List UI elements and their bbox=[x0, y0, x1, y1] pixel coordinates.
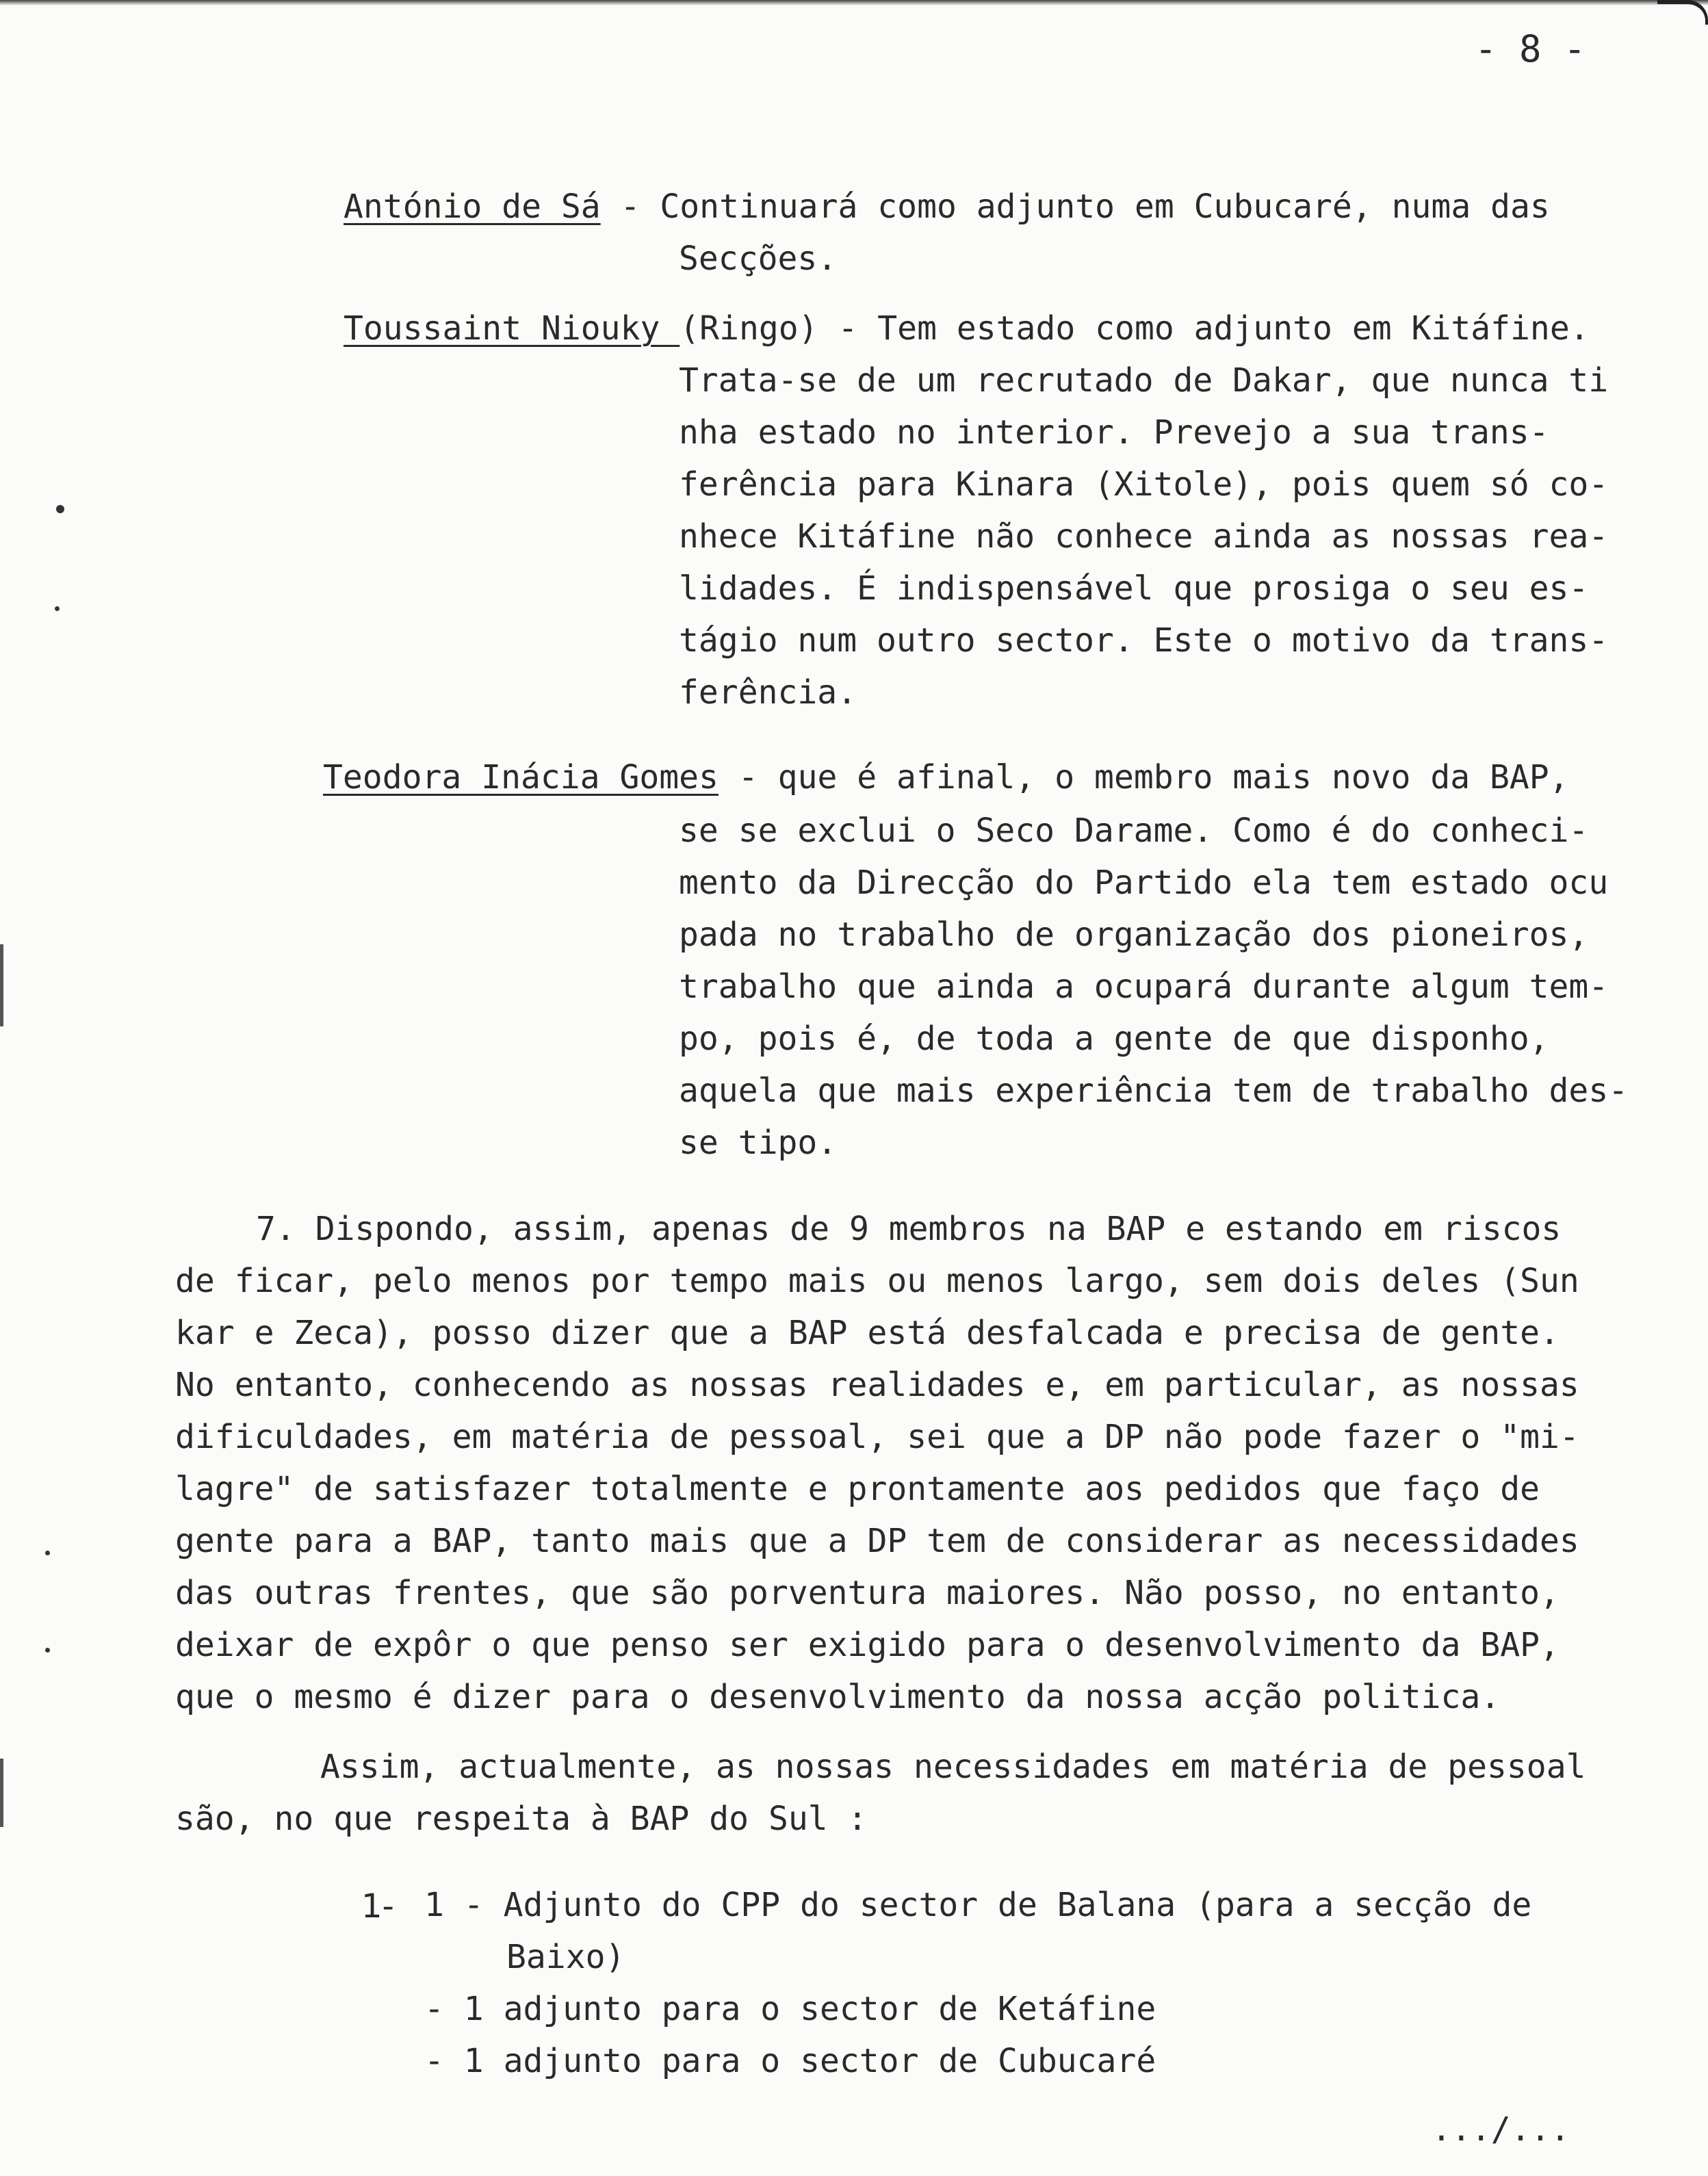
scan-left-edge bbox=[0, 944, 3, 1026]
entry-name: Teodora Inácia Gomes bbox=[323, 758, 719, 796]
paragraph-line: 7. Dispondo, assim, apenas de 9 membros na BAP e estando em riscos bbox=[256, 1210, 1562, 1248]
scan-top-edge bbox=[0, 0, 1708, 5]
paragraph-line: são, no que respeita à BAP do Sul : bbox=[175, 1800, 868, 1838]
entry-line bbox=[344, 309, 1590, 348]
entry-text: (Ringo) - Tem estado como adjunto em Kitáfine. bbox=[680, 309, 1590, 348]
paragraph-line: gente para a BAP, tanto mais que a DP tem de considerar as necessidades bbox=[175, 1522, 1579, 1560]
entry-line: Trata-se de um recrutado de Dakar, que nunca ti bbox=[679, 361, 1609, 400]
paragraph-line: deixar de expôr o que penso ser exigido para o desenvolvimento da BAP, bbox=[175, 1626, 1560, 1664]
paragraph-line: de ficar, pelo menos por tempo mais ou menos largo, sem dois deles (Sun bbox=[175, 1262, 1579, 1300]
paragraph-line: Assim, actualmente, as nossas necessidades em matéria de pessoal bbox=[320, 1748, 1586, 1786]
entry-line bbox=[323, 758, 1569, 796]
paragraph-line: No entanto, conhecendo as nossas realidades e, em particular, as nossas bbox=[175, 1366, 1579, 1404]
entry-text: - que é afinal, o membro mais novo da BAP, bbox=[718, 758, 1569, 796]
paragraph-line: que o mesmo é dizer para o desenvolvimento da nossa acção politica. bbox=[175, 1678, 1501, 1716]
handwritten-list-marker: 1- bbox=[361, 1887, 394, 1926]
page-number: - 8 - bbox=[1475, 27, 1586, 70]
entry-line: nhece Kitáfine não conhece ainda as nossas rea- bbox=[679, 517, 1609, 556]
paragraph-line: das outras frentes, que são porventura maiores. Não posso, no entanto, bbox=[175, 1574, 1560, 1612]
entry-line: ferência para Kinara (Xitole), pois quem só co- bbox=[679, 465, 1609, 504]
entry-line: Secções. bbox=[679, 239, 838, 278]
paragraph-line: lagre" de satisfazer totalmente e prontamente aos pedidos que faço de bbox=[175, 1470, 1540, 1508]
entry-line: po, pois é, de toda a gente de que disponho, bbox=[679, 1020, 1549, 1058]
scan-speck bbox=[56, 505, 64, 513]
entry-line: nha estado no interior. Prevejo a sua trans- bbox=[679, 413, 1549, 452]
entry-text: - Continuará como adjunto em Cubucaré, numa das bbox=[600, 187, 1550, 226]
list-item: Baixo) bbox=[506, 1938, 625, 1976]
entry-line bbox=[344, 187, 1550, 226]
entry-line: trabalho que ainda a ocupará durante algum tem- bbox=[679, 968, 1609, 1006]
entry-line: se tipo. bbox=[679, 1124, 838, 1162]
list-item: 1 - Adjunto do CPP do sector de Balana (para a secção de bbox=[424, 1886, 1532, 1924]
scan-left-edge bbox=[0, 1759, 3, 1827]
list-item: - 1 adjunto para o sector de Ketáfine bbox=[424, 1990, 1156, 2028]
scan-speck bbox=[45, 1648, 50, 1653]
scan-speck bbox=[45, 1551, 50, 1555]
paragraph-line: dificuldades, em matéria de pessoal, sei que a DP não pode fazer o "mi- bbox=[175, 1418, 1579, 1456]
entry-line: tágio num outro sector. Este o motivo da trans- bbox=[679, 621, 1609, 660]
paragraph-line: kar e Zeca), posso dizer que a BAP está desfalcada e precisa de gente. bbox=[175, 1314, 1560, 1352]
entry-line: ferência. bbox=[679, 673, 857, 712]
entry-line: se se exclui o Seco Darame. Como é do conheci- bbox=[679, 812, 1589, 850]
entry-name: António de Sá bbox=[344, 187, 601, 226]
entry-name: Toussaint Niouky bbox=[344, 309, 680, 348]
entry-line: pada no trabalho de organização dos pioneiros, bbox=[679, 916, 1589, 954]
scan-speck bbox=[55, 606, 60, 611]
entry-line: aquela que mais experiência tem de trabalho des- bbox=[679, 1072, 1629, 1110]
continuation-mark: .../... bbox=[1432, 2110, 1570, 2149]
list-item: - 1 adjunto para o sector de Cubucaré bbox=[424, 2042, 1156, 2080]
entry-line: lidades. É indispensável que prosiga o seu es- bbox=[679, 569, 1589, 608]
entry-line: mento da Direcção do Partido ela tem estado ocu bbox=[679, 864, 1609, 902]
